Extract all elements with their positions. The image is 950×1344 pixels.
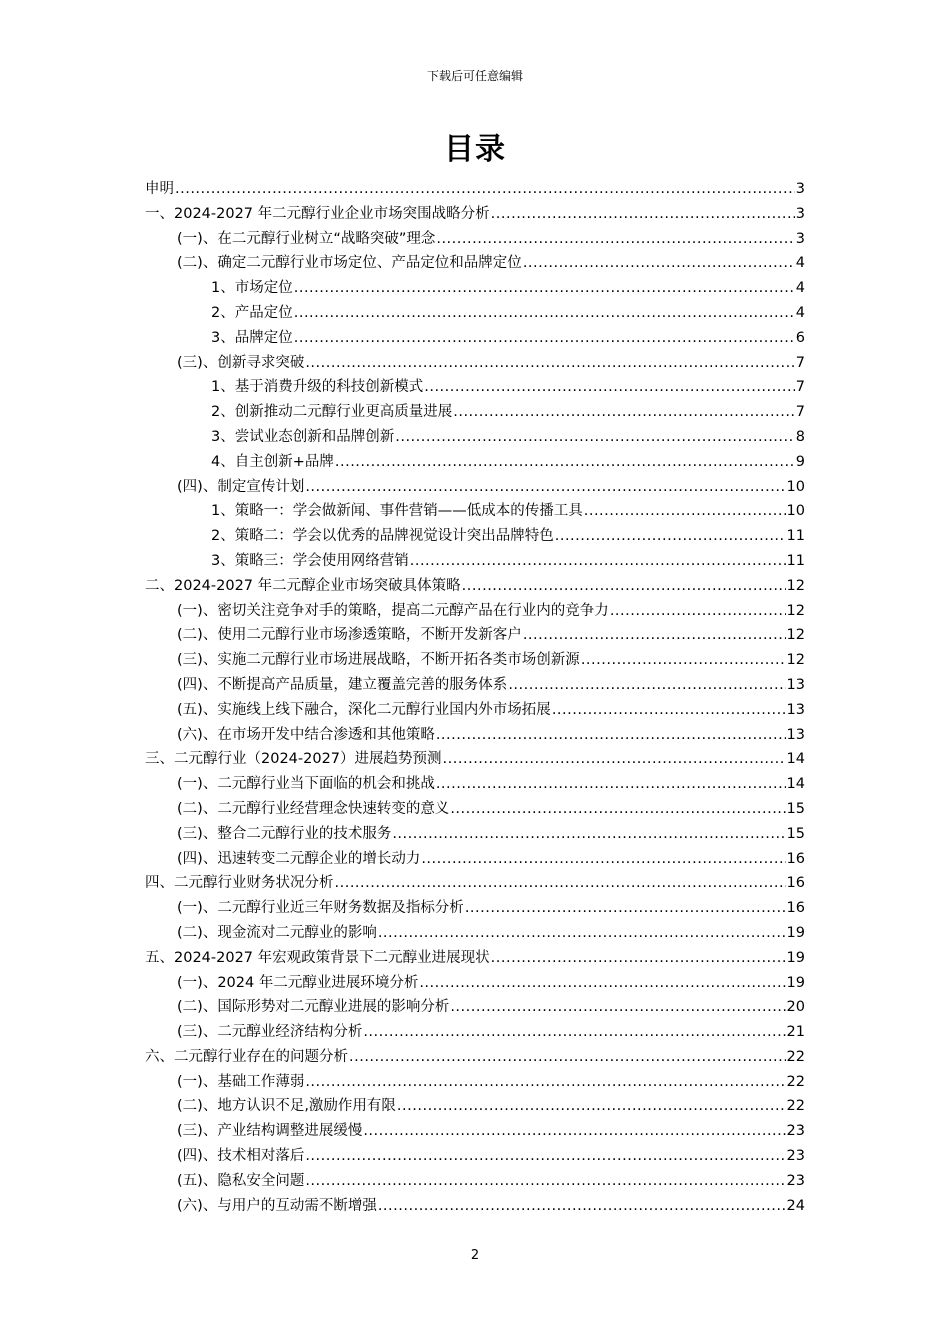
toc-entry-page: 15	[786, 825, 805, 842]
toc-dot-leader	[436, 227, 794, 252]
toc-dot-leader	[523, 623, 786, 648]
toc-entry[interactable]	[145, 375, 805, 400]
toc-entry[interactable]	[145, 301, 805, 326]
toc-entry[interactable]	[145, 1094, 805, 1119]
toc-entry-title: (一)、2024 年二元醇业进展环境分析	[177, 974, 419, 991]
toc-entry-page: 3	[795, 205, 805, 222]
toc-entry-page: 3	[795, 181, 805, 197]
toc-entry-title: (二)、二元醇行业经营理念快速转变的意义	[177, 800, 450, 817]
toc-entry-page: 6	[795, 329, 805, 346]
toc-entry[interactable]	[145, 1045, 805, 1070]
toc-dot-leader	[305, 351, 794, 376]
toc-entry-title: 1、基于消费升级的科技创新模式	[211, 379, 424, 396]
toc-entry[interactable]	[145, 475, 805, 500]
toc-entry-page: 21	[786, 1024, 805, 1041]
toc-entry-title: 2、产品定位	[211, 304, 293, 321]
toc-entry[interactable]	[145, 995, 805, 1020]
toc-entry[interactable]	[145, 971, 805, 996]
toc-entry-page: 9	[795, 453, 805, 470]
toc-entry[interactable]	[145, 524, 805, 549]
toc-entry-title: (三)、创新寻求突破	[177, 354, 305, 371]
toc-entry[interactable]	[145, 499, 805, 524]
toc-entry-title: (二)、国际形势对二元醇业进展的影响分析	[177, 999, 450, 1016]
toc-entry-title: (三)、实施二元醇行业市场进展战略，不断开拓各类市场创新源	[177, 652, 580, 669]
toc-entry[interactable]	[145, 1020, 805, 1045]
toc-dot-leader	[424, 375, 795, 400]
toc-entry-title: (二)、确定二元醇行业市场定位、产品定位和品牌定位	[177, 255, 522, 272]
toc-entry-page: 14	[786, 751, 805, 768]
table-of-contents	[145, 177, 805, 1218]
toc-dot-leader	[392, 822, 785, 847]
toc-dot-leader	[363, 1020, 785, 1045]
toc-dot-leader	[584, 499, 786, 524]
toc-entry-page: 4	[795, 255, 805, 272]
toc-entry[interactable]	[145, 202, 805, 227]
toc-entry[interactable]	[145, 276, 805, 301]
toc-entry-title: 申明	[145, 181, 174, 197]
toc-entry[interactable]	[145, 574, 805, 599]
toc-dot-leader	[305, 1070, 785, 1095]
toc-entry-title: (一)、在二元醇行业树立“战略突破”理念	[177, 230, 436, 247]
toc-entry[interactable]	[145, 698, 805, 723]
toc-entry-page: 12	[786, 627, 805, 644]
toc-entry-title: (二)、地方认识不足,激励作用有限	[177, 1098, 396, 1115]
toc-entry-page: 16	[786, 875, 805, 892]
toc-entry[interactable]	[145, 351, 805, 376]
toc-title: 目录	[444, 132, 506, 167]
toc-entry[interactable]	[145, 847, 805, 872]
toc-dot-leader	[462, 574, 786, 599]
toc-entry-title: 1、市场定位	[211, 280, 293, 297]
toc-entry[interactable]	[145, 723, 805, 748]
toc-dot-leader	[436, 723, 786, 748]
toc-entry[interactable]	[145, 772, 805, 797]
toc-entry[interactable]	[145, 896, 805, 921]
toc-entry-title: (五)、隐私安全问题	[177, 1172, 305, 1189]
toc-entry-title: 五、2024-2027 年宏观政策背景下二元醇业进展现状	[145, 949, 490, 966]
toc-entry-title: 1、策略一：学会做新闻、事件营销——低成本的传播工具	[211, 503, 583, 520]
toc-dot-leader	[419, 971, 785, 996]
toc-entry-page: 14	[786, 776, 805, 793]
toc-dot-leader	[378, 921, 786, 946]
toc-entry-title: 二、2024-2027 年二元醇企业市场突破具体策略	[145, 577, 461, 594]
page-number: 2	[470, 1248, 480, 1263]
toc-entry[interactable]	[145, 227, 805, 252]
toc-entry-page: 12	[786, 602, 805, 619]
toc-entry-title: (一)、密切关注竞争对手的策略，提高二元醇产品在行业内的竞争力	[177, 602, 609, 619]
toc-entry-title: (三)、整合二元醇行业的技术服务	[177, 825, 392, 842]
toc-entry-page: 11	[786, 528, 805, 545]
toc-dot-leader	[305, 1169, 785, 1194]
toc-dot-leader	[523, 251, 795, 276]
toc-entry-title: 2、创新推动二元醇行业更高质量进展	[211, 404, 453, 421]
toc-entry-page: 23	[786, 1172, 805, 1189]
toc-dot-leader	[450, 797, 785, 822]
toc-entry[interactable]	[145, 673, 805, 698]
toc-entry-page: 16	[786, 850, 805, 867]
toc-entry-page: 10	[786, 503, 805, 520]
toc-entry[interactable]	[145, 1144, 805, 1169]
toc-entry-title: (二)、使用二元醇行业市场渗透策略，不断开发新客户	[177, 627, 522, 644]
toc-entry-page: 24	[786, 1197, 805, 1214]
toc-entry-page: 13	[786, 676, 805, 693]
toc-entry-title: 4、自主创新+品牌	[211, 453, 334, 470]
toc-entry[interactable]	[145, 326, 805, 351]
toc-entry-title: (六)、与用户的互动需不断增强	[177, 1197, 377, 1214]
toc-entry-page: 23	[786, 1148, 805, 1165]
toc-entry[interactable]	[145, 1169, 805, 1194]
toc-dot-leader	[450, 995, 785, 1020]
toc-entry[interactable]	[145, 747, 805, 772]
toc-entry-page: 23	[786, 1123, 805, 1140]
toc-dot-leader	[610, 599, 786, 624]
toc-entry[interactable]	[145, 549, 805, 574]
toc-entry-title: (一)、二元醇行业近三年财务数据及指标分析	[177, 900, 464, 917]
toc-entry-page: 13	[786, 701, 805, 718]
toc-dot-leader	[363, 1119, 785, 1144]
toc-dot-leader	[421, 847, 785, 872]
toc-dot-leader	[436, 772, 786, 797]
toc-entry-title: 3、尝试业态创新和品牌创新	[211, 428, 395, 445]
toc-entry-title: 2、策略二：学会以优秀的品牌视觉设计突出品牌特色	[211, 528, 554, 545]
toc-dot-leader	[491, 202, 795, 227]
toc-dot-leader	[349, 1045, 786, 1070]
toc-entry-page: 7	[795, 404, 805, 421]
toc-entry[interactable]	[145, 450, 805, 475]
toc-entry[interactable]	[145, 1119, 805, 1144]
toc-dot-leader	[175, 177, 795, 202]
toc-entry[interactable]	[145, 400, 805, 425]
toc-entry-title: (一)、基础工作薄弱	[177, 1073, 305, 1090]
toc-entry-title: 四、二元醇行业财务状况分析	[145, 875, 334, 892]
toc-entry-title: (四)、技术相对落后	[177, 1148, 305, 1165]
toc-entry[interactable]	[145, 871, 805, 896]
toc-entry-page: 12	[786, 652, 805, 669]
toc-entry[interactable]	[145, 1194, 805, 1219]
toc-dot-leader	[555, 524, 786, 549]
toc-entry-page: 22	[786, 1048, 805, 1065]
toc-entry-title: (三)、产业结构调整进展缓慢	[177, 1123, 363, 1140]
toc-entry-page: 8	[795, 428, 805, 445]
toc-dot-leader	[294, 276, 795, 301]
toc-dot-leader	[378, 1194, 786, 1219]
toc-entry-title: (三)、二元醇业经济结构分析	[177, 1024, 363, 1041]
toc-entry-title: (五)、实施线上线下融合，深化二元醇行业国内外市场拓展	[177, 701, 551, 718]
toc-entry-title: (四)、制定宣传计划	[177, 478, 305, 495]
toc-entry-page: 10	[786, 478, 805, 495]
toc-dot-leader	[465, 896, 786, 921]
toc-entry[interactable]	[145, 599, 805, 624]
toc-entry-page: 3	[795, 230, 805, 247]
toc-entry-page: 15	[786, 800, 805, 817]
toc-dot-leader	[581, 648, 786, 673]
toc-entry-title: 3、策略三：学会使用网络营销	[211, 552, 409, 569]
toc-dot-leader	[443, 747, 786, 772]
toc-dot-leader	[508, 673, 785, 698]
toc-entry-page: 19	[786, 974, 805, 991]
toc-entry[interactable]	[145, 425, 805, 450]
toc-entry[interactable]	[145, 921, 805, 946]
toc-dot-leader	[294, 326, 795, 351]
toc-entry-page: 19	[786, 924, 805, 941]
toc-entry-title: (一)、二元醇行业当下面临的机会和挑战	[177, 776, 435, 793]
toc-entry-page: 22	[786, 1073, 805, 1090]
toc-entry-page: 7	[795, 379, 805, 396]
toc-entry-page: 4	[795, 280, 805, 297]
toc-dot-leader	[305, 1144, 785, 1169]
toc-entry-title: (六)、在市场开发中结合渗透和其他策略	[177, 726, 435, 743]
toc-entry-title: (四)、不断提高产品质量，建立覆盖完善的服务体系	[177, 676, 508, 693]
toc-dot-leader	[410, 549, 786, 574]
toc-dot-leader	[491, 946, 786, 971]
toc-entry[interactable]	[145, 822, 805, 847]
page-header: 下载后可任意编辑	[426, 69, 523, 83]
toc-entry-page: 7	[795, 354, 805, 371]
toc-entry-page: 19	[786, 949, 805, 966]
toc-dot-leader	[305, 475, 785, 500]
toc-dot-leader	[335, 871, 786, 896]
toc-entry-page: 12	[786, 577, 805, 594]
toc-entry[interactable]	[145, 177, 805, 202]
toc-entry-title: 一、2024-2027 年二元醇行业企业市场突围战略分析	[145, 205, 490, 222]
toc-dot-leader	[453, 400, 795, 425]
toc-entry[interactable]	[145, 623, 805, 648]
toc-entry-title: (四)、迅速转变二元醇企业的增长动力	[177, 850, 421, 867]
toc-entry[interactable]	[145, 1070, 805, 1095]
toc-entry-page: 4	[795, 304, 805, 321]
toc-dot-leader	[395, 425, 795, 450]
toc-entry[interactable]	[145, 797, 805, 822]
toc-entry-page: 20	[786, 999, 805, 1016]
toc-dot-leader	[294, 301, 795, 326]
toc-entry-page: 22	[786, 1098, 805, 1115]
toc-entry-page: 11	[786, 552, 805, 569]
toc-entry-title: (二)、现金流对二元醇业的影响	[177, 924, 377, 941]
toc-entry[interactable]	[145, 946, 805, 971]
toc-entry-page: 13	[786, 726, 805, 743]
toc-dot-leader	[335, 450, 795, 475]
toc-entry[interactable]	[145, 251, 805, 276]
toc-entry-title: 3、品牌定位	[211, 329, 293, 346]
toc-entry-title: 三、二元醇行业（2024-2027）进展趋势预测	[145, 751, 442, 768]
toc-dot-leader	[397, 1094, 786, 1119]
toc-entry-title: 六、二元醇行业存在的问题分析	[145, 1048, 348, 1065]
toc-entry-page: 16	[786, 900, 805, 917]
toc-dot-leader	[552, 698, 786, 723]
toc-entry[interactable]	[145, 648, 805, 673]
